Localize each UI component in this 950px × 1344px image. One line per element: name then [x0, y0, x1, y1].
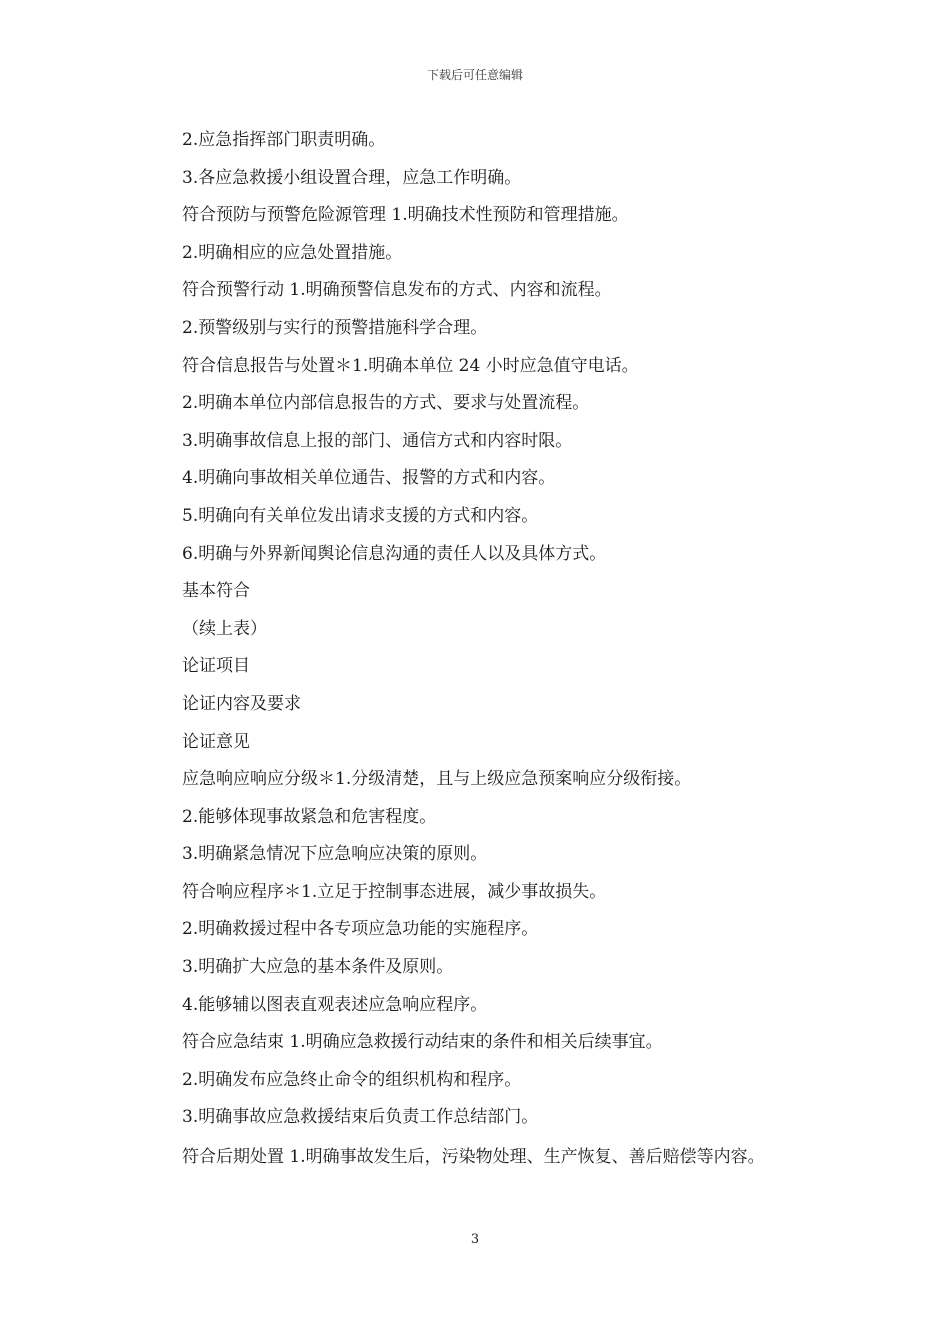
text-line: 4.能够辅以图表直观表述应急响应程序。	[182, 994, 488, 1015]
text-line: 3.明确紧急情况下应急响应决策的原则。	[182, 844, 488, 865]
text-line: 6.明确与外界新闻舆论信息沟通的责任人以及具体方式。	[182, 543, 607, 564]
text-line: 符合预防与预警危险源管理 1.明确技术性预防和管理措施。	[182, 205, 629, 226]
text-line: 论证意见	[182, 731, 250, 752]
text-line: 符合响应程序＊1.立足于控制事态进展，减少事故损失。	[182, 881, 607, 902]
text-line: 2.明确本单位内部信息报告的方式、要求与处置流程。	[182, 393, 590, 414]
text-line: 论证项目	[182, 656, 250, 677]
text-line: 符合应急结束 1.明确应急救援行动结束的条件和相关后续事宜。	[182, 1032, 663, 1053]
text-line: 2.明确发布应急终止命令的组织机构和程序。	[182, 1069, 522, 1090]
text-line: 3.明确扩大应急的基本条件及原则。	[182, 957, 454, 978]
text-line: 5.明确向有关单位发出请求支援的方式和内容。	[182, 505, 539, 526]
text-line: 应急响应响应分级＊1.分级清楚，且与上级应急预案响应分级衔接。	[182, 769, 692, 790]
text-line: 2.明确相应的应急处置措施。	[182, 242, 403, 263]
page-header: 下载后可任意编辑	[426, 68, 523, 82]
text-line: 2.明确救援过程中各专项应急功能的实施程序。	[182, 919, 539, 940]
text-line: 基本符合	[182, 581, 250, 602]
text-line: 3.明确事故信息上报的部门、通信方式和内容时限。	[182, 430, 573, 451]
text-line: 2.预警级别与实行的预警措施科学合理。	[182, 317, 488, 338]
text-line: 2.能够体现事故紧急和危害程度。	[182, 806, 437, 827]
text-line: 3.明确事故应急救援结束后负责工作总结部门。	[182, 1107, 539, 1128]
text-line: 2.应急指挥部门职责明确。	[182, 130, 386, 150]
text-line: （续上表）	[182, 618, 267, 639]
document-body	[145, 122, 810, 1175]
text-line: 论证内容及要求	[182, 693, 301, 714]
page-number: 3	[470, 1232, 480, 1247]
text-line: 符合预警行动 1.明确预警信息发布的方式、内容和流程。	[182, 280, 612, 301]
wrapped-paragraph: 符合后期处置 1.明确事故发生后，污染物处理、生产恢复、善后赔偿等内容。	[182, 1147, 765, 1168]
text-line: 3.各应急救援小组设置合理，应急工作明确。	[182, 167, 522, 188]
text-line: 符合信息报告与处置＊1.明确本单位 24 小时应急值守电话。	[182, 355, 639, 376]
text-line: 4.明确向事故相关单位通告、报警的方式和内容。	[182, 468, 556, 489]
